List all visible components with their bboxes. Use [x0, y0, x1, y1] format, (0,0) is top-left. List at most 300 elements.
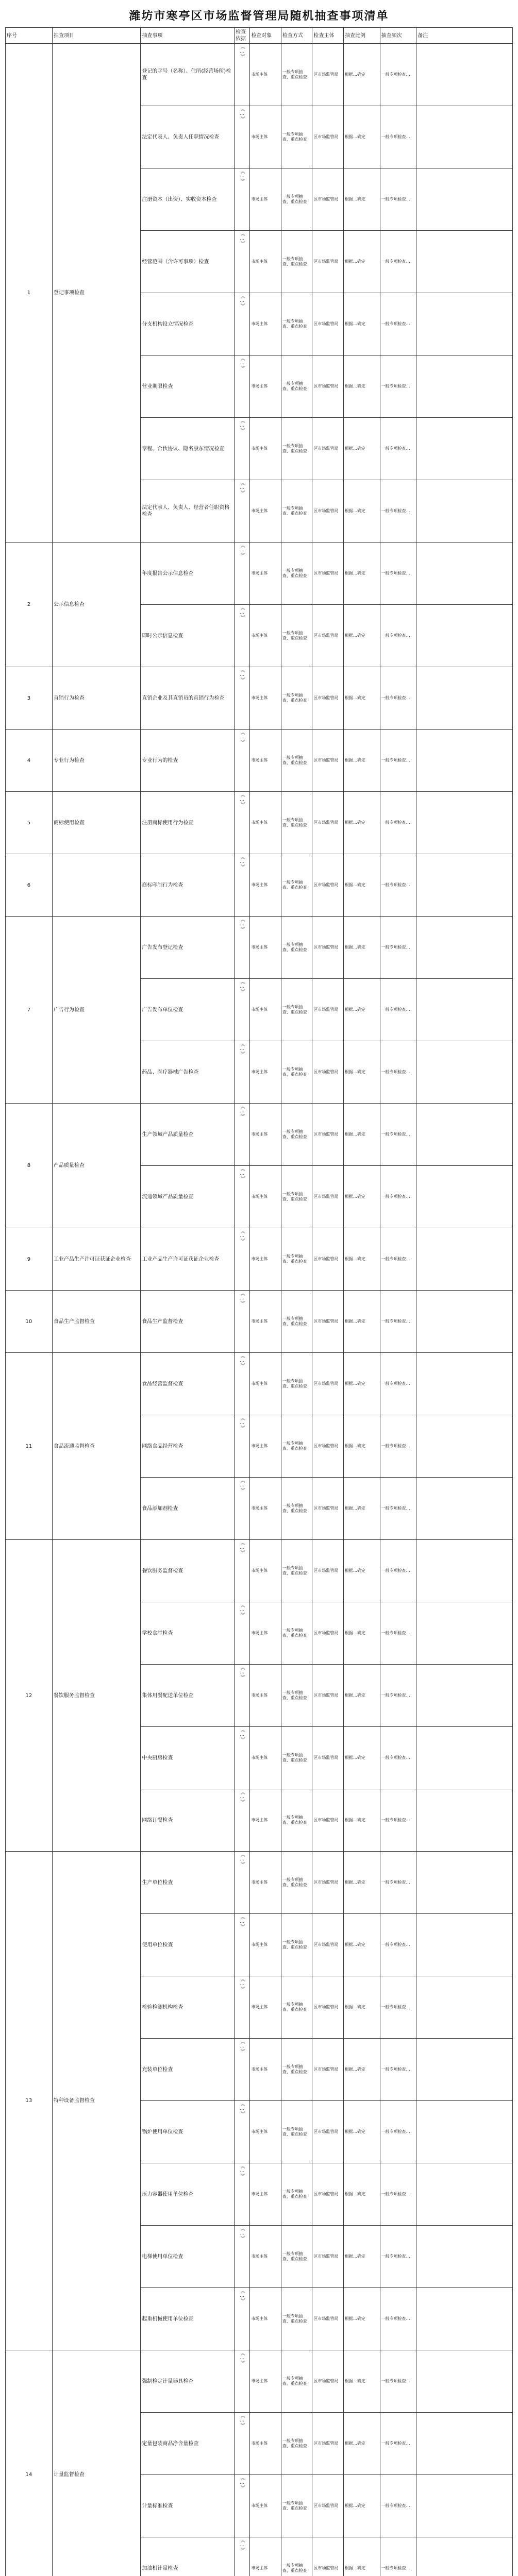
- row-main-body: 区市场监管局: [312, 231, 344, 293]
- row-basis: 《…》: [235, 2039, 250, 2101]
- row-method: 一般专项抽查、重点检查: [281, 1415, 312, 1478]
- row-ratio: 根据…确定: [343, 2288, 380, 2350]
- row-note: [416, 2163, 513, 2226]
- row-frequency: 一般专项检查…: [380, 106, 416, 168]
- row-item: 网络食品经营检查: [141, 1415, 235, 1478]
- row-basis: 《…》: [235, 667, 250, 730]
- row-main-body: 区市场监管局: [312, 1166, 344, 1228]
- row-ratio: 根据…确定: [343, 730, 380, 792]
- inspection-list-table: [5, 27, 513, 2576]
- row-frequency: 一般专项检查…: [380, 2537, 416, 2576]
- row-item: 使用单位检查: [141, 1914, 235, 1976]
- row-note: [416, 1914, 513, 1976]
- row-note: [416, 917, 513, 979]
- row-note: [416, 2537, 513, 2576]
- row-method: 一般专项抽查、重点检查: [281, 1540, 312, 1602]
- row-basis: 《…》: [235, 1602, 250, 1665]
- row-ratio: 根据…确定: [343, 2226, 380, 2288]
- row-frequency: 一般专项检查…: [380, 1353, 416, 1415]
- row-ratio: 根据…确定: [343, 2413, 380, 2475]
- row-method: 一般专项抽查、重点检查: [281, 2475, 312, 2537]
- row-ratio: 根据…确定: [343, 168, 380, 231]
- row-note: [416, 1353, 513, 1415]
- table-body: [6, 44, 513, 2576]
- row-main-body: 区市场监管局: [312, 44, 344, 106]
- row-main-body: 区市场监管局: [312, 1104, 344, 1166]
- row-basis: 《…》: [235, 917, 250, 979]
- row-main-body: 区市场监管局: [312, 1914, 344, 1976]
- row-frequency: 一般专项检查…: [380, 1976, 416, 2039]
- row-item: 锅炉使用单位检查: [141, 2101, 235, 2163]
- row-frequency: 一般专项检查…: [380, 730, 416, 792]
- row-ratio: 根据…确定: [343, 1540, 380, 1602]
- row-subject: 市场主体: [250, 2475, 281, 2537]
- row-index: 6: [6, 854, 53, 917]
- row-frequency: 一般专项检查…: [380, 1540, 416, 1602]
- row-subject: 市场主体: [250, 543, 281, 605]
- row-note: [416, 1789, 513, 1852]
- row-basis: 《…》: [235, 1353, 250, 1415]
- row-note: [416, 44, 513, 106]
- row-method: 一般专项抽查、重点检查: [281, 2039, 312, 2101]
- row-item: 登记的字号（名称）、住所(经营场所)检查: [141, 44, 235, 106]
- row-frequency: 一般专项检查…: [380, 1104, 416, 1166]
- row-method: 一般专项抽查、重点检查: [281, 106, 312, 168]
- row-note: [416, 543, 513, 605]
- row-item: 电梯使用单位检查: [141, 2226, 235, 2288]
- row-item: 法定代表人、负责人、经营者任职资格检查: [141, 480, 235, 543]
- row-basis: 《…》: [235, 792, 250, 854]
- row-item: 注册资本（出资）、实收资本检查: [141, 168, 235, 231]
- table-row: [6, 2350, 513, 2413]
- row-frequency: 一般专项检查…: [380, 1291, 416, 1353]
- row-item: 章程、合伙协议、隐名股东情况检查: [141, 418, 235, 480]
- row-main-body: 区市场监管局: [312, 1727, 344, 1789]
- row-subject: 市场主体: [250, 1789, 281, 1852]
- row-subject: 市场主体: [250, 355, 281, 418]
- row-basis: 《…》: [235, 2537, 250, 2576]
- row-subject: 市场主体: [250, 1228, 281, 1291]
- row-ratio: 根据…确定: [343, 1228, 380, 1291]
- row-item: 即时公示信息检查: [141, 605, 235, 667]
- row-note: [416, 1415, 513, 1478]
- row-main-body: 区市场监管局: [312, 2537, 344, 2576]
- row-note: [416, 1104, 513, 1166]
- row-main-body: 区市场监管局: [312, 106, 344, 168]
- row-ratio: 根据…确定: [343, 2039, 380, 2101]
- row-basis: 《…》: [235, 1166, 250, 1228]
- row-index: 1: [6, 44, 53, 543]
- row-main-body: 区市场监管局: [312, 1852, 344, 1914]
- row-index: 12: [6, 1540, 53, 1852]
- row-note: [416, 2101, 513, 2163]
- row-main-body: 区市场监管局: [312, 2101, 344, 2163]
- row-note: [416, 2226, 513, 2288]
- row-note: [416, 2475, 513, 2537]
- row-main-body: 区市场监管局: [312, 1353, 344, 1415]
- row-frequency: 一般专项检查…: [380, 418, 416, 480]
- row-subject: 市场主体: [250, 979, 281, 1041]
- row-note: [416, 605, 513, 667]
- row-note: [416, 168, 513, 231]
- row-category: 公示信息检查: [52, 543, 141, 667]
- row-note: [416, 1041, 513, 1104]
- row-ratio: 根据…确定: [343, 1104, 380, 1166]
- header-method: 检查方式: [281, 28, 312, 44]
- row-basis: 《…》: [235, 1540, 250, 1602]
- row-main-body: 区市场监管局: [312, 543, 344, 605]
- row-frequency: 一般专项检查…: [380, 1914, 416, 1976]
- row-basis: 《…》: [235, 293, 250, 355]
- row-method: 一般专项抽查、重点检查: [281, 1852, 312, 1914]
- row-main-body: 区市场监管局: [312, 480, 344, 543]
- row-method: 一般专项抽查、重点检查: [281, 480, 312, 543]
- row-ratio: 根据…确定: [343, 1041, 380, 1104]
- row-main-body: 区市场监管局: [312, 792, 344, 854]
- row-main-body: 区市场监管局: [312, 1291, 344, 1353]
- row-method: 一般专项抽查、重点检查: [281, 168, 312, 231]
- row-ratio: 根据…确定: [343, 1291, 380, 1353]
- row-category: 特种设备监督检查: [52, 1852, 141, 2350]
- row-item: 充装单位检查: [141, 2039, 235, 2101]
- row-frequency: 一般专项检查…: [380, 293, 416, 355]
- row-method: 一般专项抽查、重点检查: [281, 2350, 312, 2413]
- header-category: 抽查项目: [52, 28, 141, 44]
- header-basis: 检查依据: [235, 28, 250, 44]
- row-method: 一般专项抽查、重点检查: [281, 1665, 312, 1727]
- row-item: 定量包装商品净含量检查: [141, 2413, 235, 2475]
- row-index: 14: [6, 2350, 53, 2576]
- row-index: 11: [6, 1353, 53, 1540]
- row-method: 一般专项抽查、重点检查: [281, 1041, 312, 1104]
- table-row: [6, 1540, 513, 1602]
- row-frequency: 一般专项检查…: [380, 1041, 416, 1104]
- header-index: 序号: [6, 28, 53, 44]
- row-item: 工业产品生产许可证获证企业检查: [141, 1228, 235, 1291]
- row-item: 药品、医疗器械广告检查: [141, 1041, 235, 1104]
- row-category: 商标使用检查: [52, 792, 141, 854]
- row-basis: 《…》: [235, 605, 250, 667]
- row-basis: 《…》: [235, 1914, 250, 1976]
- row-frequency: 一般专项检查…: [380, 2475, 416, 2537]
- row-frequency: 一般专项检查…: [380, 1602, 416, 1665]
- row-subject: 市场主体: [250, 231, 281, 293]
- row-basis: 《…》: [235, 854, 250, 917]
- row-subject: 市场主体: [250, 917, 281, 979]
- row-subject: 市场主体: [250, 1914, 281, 1976]
- row-subject: 市场主体: [250, 2350, 281, 2413]
- row-subject: 市场主体: [250, 480, 281, 543]
- row-main-body: 区市场监管局: [312, 1665, 344, 1727]
- row-index: 5: [6, 792, 53, 854]
- row-method: 一般专项抽查、重点检查: [281, 792, 312, 854]
- row-basis: 《…》: [235, 2101, 250, 2163]
- row-basis: 《…》: [235, 44, 250, 106]
- row-item: 网络订餐检查: [141, 1789, 235, 1852]
- row-ratio: 根据…确定: [343, 1852, 380, 1914]
- row-item: 检验检测机构检查: [141, 1976, 235, 2039]
- row-item: 广告发布登记检查: [141, 917, 235, 979]
- row-subject: 市场主体: [250, 1478, 281, 1540]
- row-ratio: 根据…确定: [343, 1914, 380, 1976]
- row-method: 一般专项抽查、重点检查: [281, 543, 312, 605]
- row-item: 食品经营监督检查: [141, 1353, 235, 1415]
- row-item: 专业行为的检查: [141, 730, 235, 792]
- row-note: [416, 854, 513, 917]
- row-item: 餐饮服务监督检查: [141, 1540, 235, 1602]
- row-ratio: 根据…确定: [343, 355, 380, 418]
- row-main-body: 区市场监管局: [312, 1041, 344, 1104]
- row-ratio: 根据…确定: [343, 2101, 380, 2163]
- row-category: 计量监督检查: [52, 2350, 141, 2576]
- row-frequency: 一般专项检查…: [380, 979, 416, 1041]
- row-index: 8: [6, 1104, 53, 1228]
- row-frequency: 一般专项检查…: [380, 1166, 416, 1228]
- row-note: [416, 1665, 513, 1727]
- row-basis: 《…》: [235, 1041, 250, 1104]
- row-index: 4: [6, 730, 53, 792]
- row-subject: 市场主体: [250, 2101, 281, 2163]
- row-item: 法定代表人、负责人任职情况检查: [141, 106, 235, 168]
- row-subject: 市场主体: [250, 2413, 281, 2475]
- row-basis: 《…》: [235, 1228, 250, 1291]
- row-note: [416, 480, 513, 543]
- row-item: 注册商标使用行为检查: [141, 792, 235, 854]
- row-main-body: 区市场监管局: [312, 854, 344, 917]
- row-basis: 《…》: [235, 1665, 250, 1727]
- row-category: 专业行为检查: [52, 730, 141, 792]
- row-item: 食品添加剂检查: [141, 1478, 235, 1540]
- header-subject: 检查对象: [250, 28, 281, 44]
- row-method: 一般专项抽查、重点检查: [281, 231, 312, 293]
- row-subject: 市场主体: [250, 605, 281, 667]
- row-item: 商标印制行为检查: [141, 854, 235, 917]
- row-note: [416, 231, 513, 293]
- row-note: [416, 1976, 513, 2039]
- row-subject: 市场主体: [250, 168, 281, 231]
- row-ratio: 根据…确定: [343, 917, 380, 979]
- row-method: 一般专项抽查、重点检查: [281, 1976, 312, 2039]
- row-frequency: 一般专项检查…: [380, 231, 416, 293]
- row-frequency: 一般专项检查…: [380, 168, 416, 231]
- row-note: [416, 667, 513, 730]
- row-main-body: 区市场监管局: [312, 1228, 344, 1291]
- row-subject: 市场主体: [250, 1166, 281, 1228]
- row-ratio: 根据…确定: [343, 792, 380, 854]
- row-basis: 《…》: [235, 355, 250, 418]
- row-index: 2: [6, 543, 53, 667]
- row-item: 分支机构设立情况检查: [141, 293, 235, 355]
- row-note: [416, 1852, 513, 1914]
- row-subject: 市场主体: [250, 1353, 281, 1415]
- row-ratio: 根据…确定: [343, 2163, 380, 2226]
- row-note: [416, 2350, 513, 2413]
- row-ratio: 根据…确定: [343, 543, 380, 605]
- row-subject: 市场主体: [250, 2163, 281, 2226]
- row-method: 一般专项抽查、重点检查: [281, 1602, 312, 1665]
- row-index: 10: [6, 1291, 53, 1353]
- row-index: 7: [6, 917, 53, 1104]
- row-subject: 市场主体: [250, 1540, 281, 1602]
- row-basis: 《…》: [235, 2288, 250, 2350]
- row-method: 一般专项抽查、重点检查: [281, 2226, 312, 2288]
- row-main-body: 区市场监管局: [312, 1602, 344, 1665]
- row-item: 广告发布单位检查: [141, 979, 235, 1041]
- row-item: 集体用餐配送单位检查: [141, 1665, 235, 1727]
- row-main-body: 区市场监管局: [312, 293, 344, 355]
- row-category: 登记事项检查: [52, 44, 141, 543]
- row-ratio: 根据…确定: [343, 1727, 380, 1789]
- row-frequency: 一般专项检查…: [380, 543, 416, 605]
- row-method: 一般专项抽查、重点检查: [281, 418, 312, 480]
- row-subject: 市场主体: [250, 293, 281, 355]
- row-main-body: 区市场监管局: [312, 1415, 344, 1478]
- table-row: [6, 1291, 513, 1353]
- row-note: [416, 792, 513, 854]
- row-ratio: 根据…确定: [343, 418, 380, 480]
- table-row: [6, 1852, 513, 1914]
- row-frequency: 一般专项检查…: [380, 44, 416, 106]
- row-item: 学校食堂检查: [141, 1602, 235, 1665]
- row-ratio: 根据…确定: [343, 854, 380, 917]
- row-frequency: 一般专项检查…: [380, 1665, 416, 1727]
- row-basis: 《…》: [235, 231, 250, 293]
- row-main-body: 区市场监管局: [312, 2163, 344, 2226]
- row-method: 一般专项抽查、重点检查: [281, 2413, 312, 2475]
- row-method: 一般专项抽查、重点检查: [281, 1353, 312, 1415]
- row-frequency: 一般专项检查…: [380, 1415, 416, 1478]
- row-basis: 《…》: [235, 2226, 250, 2288]
- row-note: [416, 418, 513, 480]
- row-note: [416, 1727, 513, 1789]
- row-main-body: 区市场监管局: [312, 2475, 344, 2537]
- row-subject: 市场主体: [250, 1104, 281, 1166]
- row-ratio: 根据…确定: [343, 605, 380, 667]
- row-method: 一般专项抽查、重点检查: [281, 1291, 312, 1353]
- row-note: [416, 2039, 513, 2101]
- row-ratio: 根据…确定: [343, 1665, 380, 1727]
- row-basis: 《…》: [235, 1789, 250, 1852]
- row-frequency: 一般专项检查…: [380, 2288, 416, 2350]
- row-index: 13: [6, 1852, 53, 2350]
- row-subject: 市场主体: [250, 1291, 281, 1353]
- row-frequency: 一般专项检查…: [380, 355, 416, 418]
- row-basis: 《…》: [235, 1976, 250, 2039]
- row-ratio: 根据…确定: [343, 293, 380, 355]
- row-basis: 《…》: [235, 106, 250, 168]
- row-basis: 《…》: [235, 543, 250, 605]
- row-main-body: 区市场监管局: [312, 2039, 344, 2101]
- row-frequency: 一般专项检查…: [380, 917, 416, 979]
- row-ratio: 根据…确定: [343, 1166, 380, 1228]
- row-item: 经营范围（含许可事项）检查: [141, 231, 235, 293]
- row-note: [416, 106, 513, 168]
- row-basis: 《…》: [235, 979, 250, 1041]
- row-category: 产品质量检查: [52, 1104, 141, 1228]
- row-basis: 《…》: [235, 418, 250, 480]
- row-basis: 《…》: [235, 480, 250, 543]
- row-ratio: 根据…确定: [343, 2537, 380, 2576]
- row-ratio: 根据…确定: [343, 667, 380, 730]
- row-subject: 市场主体: [250, 1415, 281, 1478]
- row-frequency: 一般专项检查…: [380, 1727, 416, 1789]
- row-subject: 市场主体: [250, 854, 281, 917]
- row-subject: 市场主体: [250, 792, 281, 854]
- document-title: 潍坊市寒亭区市场监督管理局随机抽查事项清单: [129, 10, 389, 23]
- row-basis: 《…》: [235, 1291, 250, 1353]
- row-method: 一般专项抽查、重点检查: [281, 1104, 312, 1166]
- row-note: [416, 1602, 513, 1665]
- row-main-body: 区市场监管局: [312, 730, 344, 792]
- row-method: 一般专项抽查、重点检查: [281, 1478, 312, 1540]
- header-main-body: 检查主体: [312, 28, 344, 44]
- row-method: 一般专项抽查、重点检查: [281, 355, 312, 418]
- row-basis: 《…》: [235, 1104, 250, 1166]
- row-ratio: 根据…确定: [343, 979, 380, 1041]
- row-main-body: 区市场监管局: [312, 1540, 344, 1602]
- row-frequency: 一般专项检查…: [380, 1789, 416, 1852]
- row-note: [416, 979, 513, 1041]
- row-subject: 市场主体: [250, 2226, 281, 2288]
- row-subject: 市场主体: [250, 2039, 281, 2101]
- table-header-row: [6, 28, 513, 44]
- row-item: 计量标准检查: [141, 2475, 235, 2537]
- table-row: [6, 1353, 513, 1415]
- row-note: [416, 2288, 513, 2350]
- row-subject: 市场主体: [250, 1852, 281, 1914]
- row-ratio: 根据…确定: [343, 2475, 380, 2537]
- row-item: 起重机械使用单位检查: [141, 2288, 235, 2350]
- table-row: [6, 543, 513, 605]
- row-basis: 《…》: [235, 1852, 250, 1914]
- row-main-body: 区市场监管局: [312, 605, 344, 667]
- table-row: [6, 1228, 513, 1291]
- row-basis: 《…》: [235, 730, 250, 792]
- row-method: 一般专项抽查、重点检查: [281, 605, 312, 667]
- row-note: [416, 1228, 513, 1291]
- row-item: 食品生产监督检查: [141, 1291, 235, 1353]
- row-method: 一般专项抽查、重点检查: [281, 1914, 312, 1976]
- row-subject: 市场主体: [250, 1602, 281, 1665]
- row-basis: 《…》: [235, 168, 250, 231]
- row-ratio: 根据…确定: [343, 44, 380, 106]
- row-method: 一般专项抽查、重点检查: [281, 917, 312, 979]
- document-page: [5, 5, 513, 2576]
- row-category: 食品生产监督检查: [52, 1291, 141, 1353]
- row-item: 流通领域产品质量检查: [141, 1166, 235, 1228]
- row-frequency: 一般专项检查…: [380, 1478, 416, 1540]
- row-main-body: 区市场监管局: [312, 168, 344, 231]
- row-frequency: 一般专项检查…: [380, 1852, 416, 1914]
- row-frequency: 一般专项检查…: [380, 2101, 416, 2163]
- row-frequency: 一般专项检查…: [380, 480, 416, 543]
- row-ratio: 根据…确定: [343, 2350, 380, 2413]
- row-index: 9: [6, 1228, 53, 1291]
- row-ratio: 根据…确定: [343, 231, 380, 293]
- row-method: 一般专项抽查、重点检查: [281, 854, 312, 917]
- row-item: 生产领域产品质量检查: [141, 1104, 235, 1166]
- row-subject: 市场主体: [250, 418, 281, 480]
- row-method: 一般专项抽查、重点检查: [281, 2163, 312, 2226]
- row-basis: 《…》: [235, 1727, 250, 1789]
- header-ratio: 抽查比例: [343, 28, 380, 44]
- row-method: 一般专项抽查、重点检查: [281, 979, 312, 1041]
- row-subject: 市场主体: [250, 1727, 281, 1789]
- row-main-body: 区市场监管局: [312, 979, 344, 1041]
- row-main-body: 区市场监管局: [312, 2350, 344, 2413]
- row-method: 一般专项抽查、重点检查: [281, 730, 312, 792]
- row-category: 食品流通监督检查: [52, 1353, 141, 1540]
